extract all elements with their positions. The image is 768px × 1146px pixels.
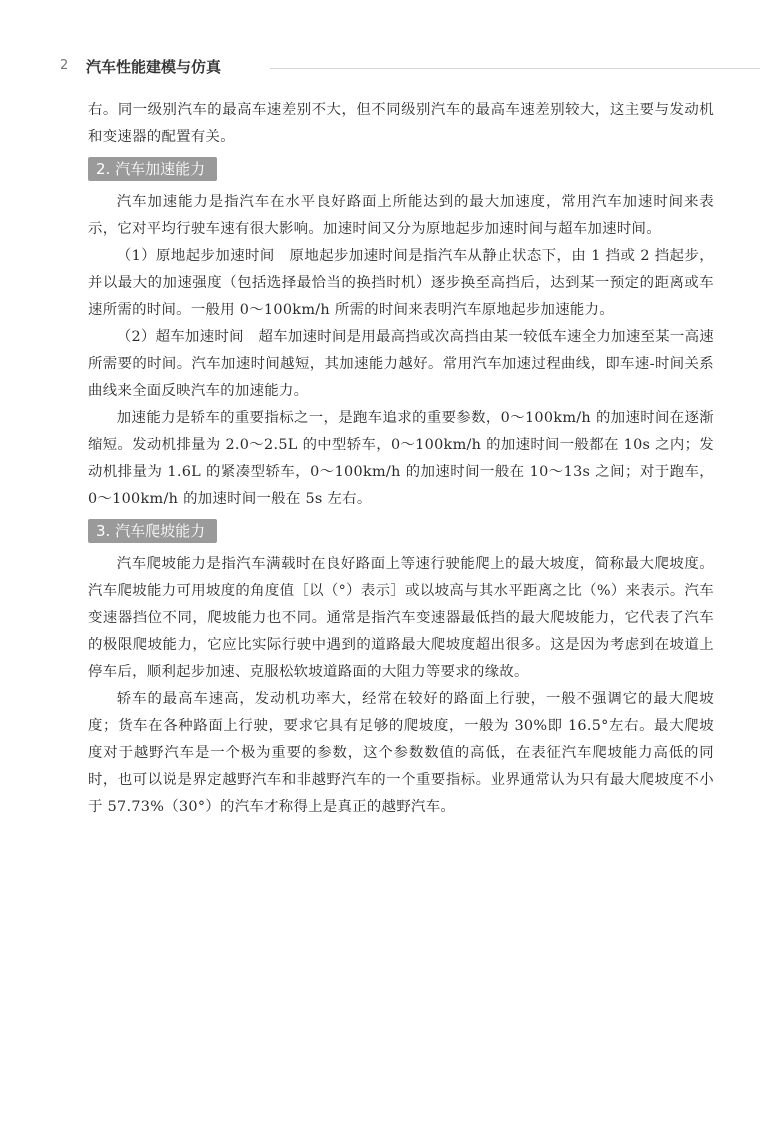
section-heading-acceleration	[88, 157, 714, 183]
paragraph-continued: 右。同一级别汽车的最高车速差别不大，但不同级别汽车的最高车速差别较大，这主要与发动机和变速器的配置有关。	[88, 102, 714, 145]
section-badge: 2. 汽车加速能力	[88, 157, 217, 181]
header-rule	[270, 68, 760, 69]
page-number: 2	[60, 58, 69, 73]
body-text	[88, 97, 714, 821]
book-title: 汽车性能建模与仿真	[86, 58, 222, 76]
paragraph-standing-start: （1）原地起步加速时间 原地起步加速时间是指汽车从静止状态下，由 1 挡或 2 挡起步，并以最大的加速强度（包括选择最恰当的换挡时机）逐步换至高挡后，达到某一预定的距离或车速所需的时间。一般用 0～100km/h 所需的时间来表明汽车原地起步加速能力。	[88, 248, 714, 318]
section-badge: 3. 汽车爬坡能力	[88, 519, 217, 543]
paragraph-gradeability-intro: 汽车爬坡能力是指汽车满载时在良好路面上等速行驶能爬上的最大坡度，简称最大爬坡度。汽车爬坡能力可用坡度的角度值［以（°）表示］或以坡高与其水平距离之比（%）来表示。汽车变速器挡位不同，爬坡能力也不同。通常是指汽车变速器最低挡的最大爬坡能力，它代表了汽车的极限爬坡能力，它应比实际行驶中遇到的道路最大爬坡度超出很多。这是因为考虑到在坡道上停车后，顺利起步加速、克服松软坡道路面的大阻力等要求的缘故。	[88, 556, 714, 680]
paragraph-overtaking: （2）超车加速时间 超车加速时间是用最高挡或次高挡由某一较低车速全力加速至某一高速所需要的时间。汽车加速时间越短，其加速能力越好。常用汽车加速过程曲线，即车速-时间关系曲线来全面反映汽车的加速能力。	[88, 329, 714, 399]
section-heading-gradeability	[88, 519, 714, 545]
running-header	[60, 56, 760, 78]
paragraph-gradeability-values: 轿车的最高车速高，发动机功率大，经常在较好的路面上行驶，一般不强调它的最大爬坡度；货车在各种路面上行驶，要求它具有足够的爬坡度，一般为 30%即 16.5°左右。最大爬坡度对于越野汽车是一个极为重要的参数，这个参数数值的高低，在表征汽车爬坡能力高低的同时，也可以说是界定越野汽车和非越野汽车的一个重要指标。业界通常认为只有最大爬坡度不小于 57.73%（30°）的汽车才称得上是真正的越野汽车。	[88, 691, 714, 815]
paragraph-acceleration-figures: 加速能力是轿车的重要指标之一，是跑车追求的重要参数，0～100km/h 的加速时间在逐渐缩短。发动机排量为 2.0～2.5L 的中型轿车，0～100km/h 的加速时间一般都在 10s 之内；发动机排量为 1.6L 的紧凑型轿车，0～100km/h 的加速时间一般在 10～13s 之间；对于跑车，0～100km/h 的加速时间一般在 5s 左右。	[88, 410, 714, 507]
paragraph-acceleration-intro: 汽车加速能力是指汽车在水平良好路面上所能达到的最大加速度，常用汽车加速时间来表示，它对平均行驶车速有很大影响。加速时间又分为原地起步加速时间与超车加速时间。	[88, 194, 714, 237]
